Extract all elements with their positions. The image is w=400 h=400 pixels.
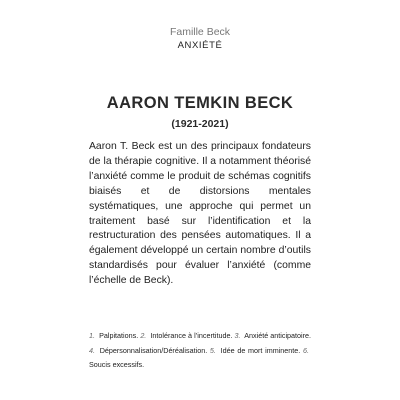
footnote-text: Palpitations. bbox=[99, 331, 139, 340]
running-head-family: Famille Beck bbox=[169, 26, 231, 38]
footnote-number: 1. bbox=[89, 331, 95, 340]
footnote-number: 5. bbox=[209, 345, 216, 355]
footnote-number: 3. bbox=[234, 331, 241, 340]
footnote-text: Soucis excessifs. bbox=[89, 360, 145, 369]
footnote-number: 4. bbox=[89, 345, 95, 355]
footnote bbox=[210, 346, 300, 355]
footnotes bbox=[89, 329, 311, 373]
footnote-text: Anxiété anticipatoire. bbox=[244, 331, 312, 340]
footnote-text: Idée de mort imminente. bbox=[220, 345, 301, 355]
life-dates: (1921-2021) bbox=[171, 118, 229, 130]
body-paragraph: Aaron T. Beck est un des principaux fondateurs de la thérapie cognitive. Il a notamment théorisé l’anxiété comme le produit de schémas cognitifs biaisés et de distorsions mentales systématiques, une approche qui permet un traitement basé sur l’identification et la restructuration des pensées automatiques. Il a également développé un certain nombre d’outils standardisés pour évaluer l’anxiété (comme l’échelle de Beck). bbox=[89, 141, 311, 287]
footnote-number: 2. bbox=[140, 331, 147, 340]
footnote-text: Intolérance à l’incertitude. bbox=[150, 331, 233, 340]
footnote bbox=[235, 331, 312, 340]
footnote bbox=[140, 331, 232, 340]
running-head bbox=[0, 26, 400, 52]
page-title: AARON TEMKIN BECK bbox=[106, 94, 294, 112]
running-head-section: ANXIÉTÉ bbox=[177, 40, 223, 51]
footnote-text: Dépersonnalisation/Déréalisation. bbox=[99, 345, 208, 355]
footnote bbox=[89, 346, 207, 355]
footnote-number: 6. bbox=[303, 345, 310, 355]
footnote bbox=[89, 331, 138, 340]
